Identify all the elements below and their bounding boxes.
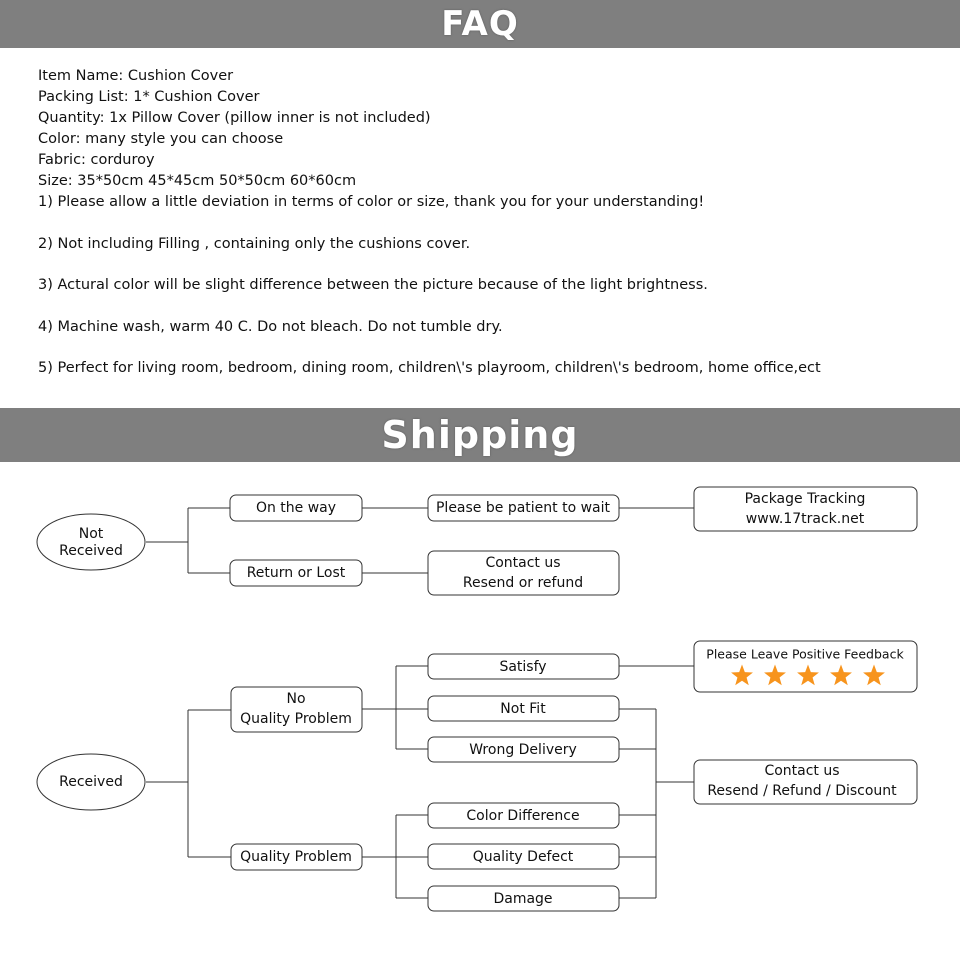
spec-packing-list: Packing List: 1* Cushion Cover (38, 89, 260, 105)
faq-note-3: 3) Actural color will be slight difference between the picture because of the light brightness. (38, 277, 708, 293)
faq-note-1: 1) Please allow a little deviation in terms of color or size, thank you for your understanding! (38, 194, 705, 210)
node-be-patient (428, 495, 619, 521)
node-satisfy (428, 654, 619, 679)
node-contact-resend-refund (428, 551, 619, 595)
node-received-label: Received (59, 774, 123, 790)
faq-note-5: 5) Perfect for living room, bedroom, dining room, children\'s playroom, children\'s bedroom, home office,ect (38, 360, 821, 376)
node-positive-feedback-label: Please Leave Positive Feedback (706, 646, 904, 662)
node-package-tracking (694, 487, 917, 531)
node-on-the-way-label: On the way (255, 500, 337, 516)
faq-note-4: 4) Machine wash, warm 40 C. Do not bleach. Do not tumble dry. (38, 318, 503, 335)
spec-color: Color: many style you can choose (38, 131, 284, 147)
shipping-title: Shipping (381, 413, 579, 457)
node-contact-discount-line2: Resend / Refund / Discount (707, 783, 897, 799)
node-color-difference (428, 803, 619, 828)
spec-fabric: Fabric: corduroy (38, 152, 155, 168)
node-satisfy-label: Satisfy (499, 659, 547, 675)
node-no-quality-problem-line1: No (286, 691, 306, 707)
node-quality-defect (428, 844, 619, 869)
node-contact-resend-refund-line1: Contact us (485, 555, 561, 571)
node-package-tracking-line2: www.17track.net (745, 511, 865, 527)
node-quality-problem-label: Quality Problem (240, 849, 352, 865)
node-no-quality-problem (231, 687, 362, 732)
node-not-fit (428, 696, 619, 721)
faq-note-2: 2) Not including Filling , containing only the cushions cover. (38, 235, 471, 252)
node-quality-problem (231, 844, 362, 870)
node-be-patient-label: Please be patient to wait (435, 500, 611, 516)
node-not-fit-label: Not Fit (500, 701, 546, 717)
node-damage-label: Damage (493, 891, 553, 907)
node-no-quality-problem-line2: Quality Problem (240, 711, 352, 727)
node-color-difference-label: Color Difference (466, 808, 580, 824)
node-not-received-line2: Received (59, 543, 123, 559)
node-contact-resend-refund-discount (694, 760, 917, 804)
node-damage (428, 886, 619, 911)
spec-size: Size: 35*50cm 45*45cm 50*50cm 60*60cm (38, 173, 357, 189)
node-contact-resend-refund-line2: Resend or refund (462, 575, 584, 591)
spec-item-name: Item Name: Cushion Cover (38, 68, 234, 84)
faq-title: FAQ (441, 4, 519, 44)
node-received (37, 754, 145, 810)
node-package-tracking-line1: Package Tracking (744, 491, 866, 507)
node-on-the-way (230, 495, 362, 521)
node-wrong-delivery-label: Wrong Delivery (469, 742, 577, 758)
node-quality-defect-label: Quality Defect (472, 849, 574, 865)
node-not-received (37, 514, 145, 570)
spec-quantity: Quantity: 1x Pillow Cover (pillow inner is not included) (38, 110, 431, 126)
node-return-or-lost (230, 560, 362, 586)
node-contact-discount-line1: Contact us (764, 763, 840, 779)
node-return-or-lost-label: Return or Lost (246, 565, 346, 581)
node-not-received-line1: Not (78, 526, 104, 542)
node-wrong-delivery (428, 737, 619, 762)
node-positive-feedback (694, 641, 917, 692)
